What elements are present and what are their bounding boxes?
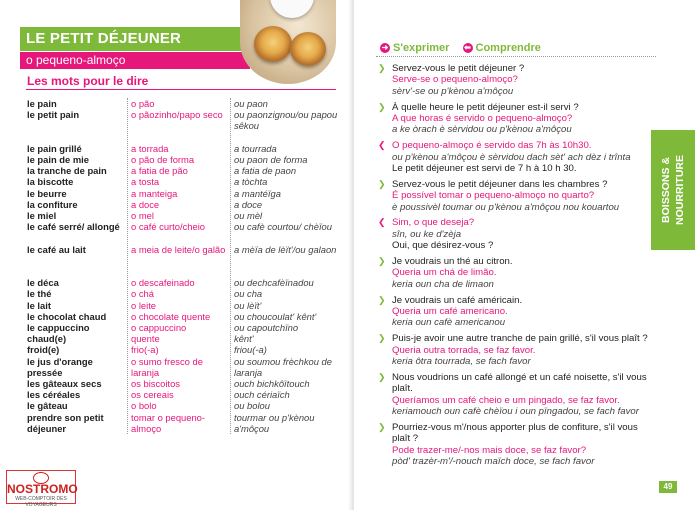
vocab-phonetic: ou soumou frèchkou de laranja <box>234 355 332 378</box>
vocab-phonetic: a tourrada <box>234 142 277 154</box>
page-number: 49 <box>659 481 677 493</box>
dialog-exchange <box>378 140 648 174</box>
section-heading: Les mots pour le dire <box>27 74 149 88</box>
tab-sexprimer: ➜ S'exprimer <box>381 42 450 54</box>
tabs-divider <box>376 56 656 57</box>
vocab-french: le déca <box>27 277 59 289</box>
vocab-french: le beurre <box>27 187 67 199</box>
vocab-french: le pain de mie <box>27 153 89 165</box>
question-arrow-icon: ❯ <box>378 371 386 382</box>
vocab-phonetic: friou(-a) <box>234 344 267 356</box>
page-subtitle: o pequeno-almoço <box>20 52 250 69</box>
vocab-french: les gâteaux secs <box>27 378 102 389</box>
portuguese-line: Queríamos um café cheio e um pingado, se faz favor. <box>392 394 620 406</box>
dialog-list <box>378 63 648 472</box>
dialog-exchange <box>378 102 648 136</box>
vocab-portuguese: o pão <box>131 98 155 109</box>
phonetic-line: a ke òrach è sèrvidou ou p'kènou a'môçou <box>392 124 572 136</box>
vocab-french: le cappuccino <box>27 321 90 333</box>
answer-arrow-icon: ❮ <box>378 140 386 151</box>
side-tab <box>651 130 695 250</box>
page-title: LE PETIT DÉJEUNER <box>20 27 250 51</box>
phonetic-line: keria oun cafè americanou <box>392 317 506 329</box>
vocab-french: le thé <box>27 288 52 300</box>
right-page <box>354 0 700 510</box>
tart-shape <box>254 26 292 62</box>
portuguese-line: Queria um chá de limão. <box>392 267 497 279</box>
phonetic-line: keria ôtra tourrada, se fach favor <box>392 356 531 368</box>
arrow-right-icon: ➜ <box>381 43 389 53</box>
vocab-portuguese: a doce <box>131 198 160 210</box>
vocab-portuguese: o leite <box>131 299 157 311</box>
portuguese-line: O pequeno-almoço é servido das 7h às 10h30. <box>392 140 592 152</box>
vocab-phonetic: a tòchta <box>234 176 268 188</box>
vocab-portuguese: a meia de leite/o galão <box>131 243 226 255</box>
vocab-french: le chocolat chaud <box>27 310 107 322</box>
vocab-phonetic: a fatia de paon <box>234 165 297 177</box>
vocab-portuguese: quente <box>131 333 160 345</box>
question-arrow-icon: ❯ <box>378 294 386 305</box>
vocab-phonetic: ouch bichkôïtouch <box>234 378 310 390</box>
vocab-phonetic: a doce <box>234 198 263 210</box>
vocab-portuguese: frio(-a) <box>131 344 159 356</box>
vocab-french: le petit pain <box>27 109 80 121</box>
tart-shape <box>290 32 326 66</box>
vocab-column-phonetic <box>230 98 344 434</box>
vocab-portuguese: o chá <box>131 288 154 300</box>
portuguese-line: Queria um café americano. <box>392 306 508 318</box>
vocab-phonetic: ou paon <box>234 98 268 109</box>
dialog-exchange <box>378 422 648 468</box>
phonetic-line: pòd' trazèr-m'/-nouch maïch doce, se fach favor <box>392 456 595 468</box>
vocab-french: le lait <box>27 299 51 311</box>
phonetic-line: sèrv'-se ou p'kènou a'môçou <box>392 85 514 97</box>
french-line: Nous voudrions un café allongé et un café noisette, s'il vous plaît. <box>392 371 647 395</box>
vocab-french: le café au lait <box>27 243 86 255</box>
vocab-portuguese: tomar o pequeno-almoço <box>131 411 206 434</box>
french-line: Oui, que désirez-vous ? <box>392 240 494 252</box>
vocab-portuguese: o mel <box>131 210 154 221</box>
nostromo-logo <box>6 470 78 508</box>
portuguese-line: Sim, o que deseja? <box>392 217 475 229</box>
vocab-portuguese: o cappuccino <box>131 321 187 333</box>
question-arrow-icon: ❯ <box>378 101 386 112</box>
portuguese-line: É possível tomar o pequeno-almoço no quarto? <box>392 190 595 202</box>
portuguese-line: A que horas é servido o pequeno-almoço? <box>392 113 573 125</box>
vocab-portuguese: o descafeinado <box>131 277 195 289</box>
vocab-portuguese: o pão de forma <box>131 153 195 165</box>
french-line: Pourriez-vous m'/nous apporter plus de confiture, s'il vous plaît ? <box>392 421 638 445</box>
vocab-french: le miel <box>27 210 57 221</box>
dialog-exchange <box>378 372 648 418</box>
dialog-exchange <box>378 217 648 251</box>
dialog-exchange <box>378 63 648 97</box>
vocab-french: le pain grillé <box>27 142 82 154</box>
vocab-phonetic: ou lèït' <box>234 299 262 311</box>
portuguese-line: Queria outra torrada, se faz favor. <box>392 344 536 356</box>
logo-name: NOSTROMO <box>7 482 78 496</box>
vocab-phonetic: ou dechcafèïnadou <box>234 277 314 289</box>
french-line: Le petit déjeuner est servi de 7 h à 10 h 30. <box>392 163 577 175</box>
vocab-portuguese: a manteiga <box>131 187 178 199</box>
vocab-phonetic: ou paon de forma <box>234 154 308 165</box>
vocab-french: froid(e) <box>27 344 60 356</box>
vocab-portuguese: os biscoitos <box>131 378 180 389</box>
vocab-phonetic: a mantéïga <box>234 187 281 199</box>
vocab-french: les céréales <box>27 389 81 401</box>
vocab-phonetic: ou cha <box>234 288 263 300</box>
french-line: À quelle heure le petit déjeuner est-il servi ? <box>392 101 579 113</box>
vocab-phonetic: ou capoutchïno <box>234 322 299 333</box>
question-arrow-icon: ❯ <box>378 63 386 73</box>
arrow-left-icon: ⬅ <box>464 43 471 53</box>
breakfast-photo <box>240 0 336 84</box>
question-arrow-icon: ❯ <box>378 421 386 432</box>
tab-comprendre: ⬅ Comprendre <box>464 42 541 54</box>
vocab-portuguese: os cereais <box>131 389 174 401</box>
french-line: Servez-vous le petit déjeuner dans les chambres ? <box>392 178 608 190</box>
vocab-portuguese: o chocolate quente <box>131 310 211 322</box>
section-divider <box>26 89 336 90</box>
dialog-exchange <box>378 295 648 329</box>
vocab-portuguese: o sumo fresco de laranja <box>131 355 203 378</box>
vocab-french: chaud(e) <box>27 333 67 345</box>
question-arrow-icon: ❯ <box>378 333 386 344</box>
vocab-phonetic: ou bolou <box>234 400 270 412</box>
phonetic-line: keriamouch oun cafè chèïou i oun pïngadou, se fach favor <box>392 406 639 418</box>
vocab-portuguese: a fatia de pão <box>131 165 188 177</box>
vocab-french: le café serré/ allongé <box>27 221 120 233</box>
vocab-phonetic: ou cafè courtou/ chèïou <box>234 221 332 233</box>
vocab-phonetic: a mèïa de lèït'/ou galaon <box>234 243 337 255</box>
vocab-phonetic: ou mèl <box>234 210 263 222</box>
vocab-portuguese: o café curto/cheio <box>131 221 206 233</box>
logo-tagline: WEB-COMPTOIR DES VOYAGEURS <box>15 496 67 508</box>
vocab-phonetic: kênt' <box>234 333 254 345</box>
vocab-portuguese: o bolo <box>131 400 157 412</box>
vocab-portuguese: a torrada <box>131 142 169 154</box>
vocab-phonetic: ou paonzignou/ou papou sêkou <box>234 109 338 132</box>
vocab-phonetic: ouch cériaïch <box>234 389 290 401</box>
dialog-exchange <box>378 256 648 290</box>
vocab-column-portuguese <box>127 98 231 434</box>
vocab-french: prendre son petit déjeuner <box>27 411 104 434</box>
vocab-french: le gâteau <box>27 400 68 412</box>
portuguese-line: Serve-se o pequeno-almoço? <box>392 74 518 86</box>
vocab-french: le jus d'orange pressée <box>27 355 93 378</box>
vocab-french: la biscotte <box>27 176 74 188</box>
vocab-column-french <box>27 98 123 434</box>
phonetic-line: è poussivèl toumar ou p'kènou a'môçou nou kouartou <box>392 201 620 213</box>
french-line: Je voudrais un thé au citron. <box>392 256 513 268</box>
vocab-portuguese: a tosta <box>131 176 160 188</box>
answer-arrow-icon: ❮ <box>378 217 386 228</box>
vocab-phonetic: ou choucoulat' kênt' <box>234 310 317 322</box>
french-line: Puis-je avoir une autre tranche de pain grillé, s'il vous plaît ? <box>392 333 648 345</box>
vocab-french: la tranche de pain <box>27 165 107 177</box>
question-arrow-icon: ❯ <box>378 178 386 189</box>
phonetic-line: keria oun cha de limaon <box>392 278 494 290</box>
vocab-phonetic: tourmar ou p'kènou a'môçou <box>234 411 315 434</box>
french-line: Je voudrais un café américain. <box>392 294 523 306</box>
question-arrow-icon: ❯ <box>378 256 386 267</box>
vocab-french: la confiture <box>27 198 78 210</box>
french-line: Servez-vous le petit déjeuner ? <box>392 63 525 74</box>
phonetic-line: ou p'kènou a'môçou è sèrvidou dach sèt' ach dèz i trînta <box>392 151 631 163</box>
phonetic-line: sîn, ou ke d'zèja <box>392 228 462 240</box>
vocab-french: le pain <box>27 98 57 109</box>
vocab-portuguese: o pãozinho/papo seco <box>131 109 223 121</box>
cup-shape <box>270 0 314 18</box>
dialog-exchange <box>378 333 648 367</box>
dialog-exchange <box>378 179 648 213</box>
section-tabs <box>380 42 551 54</box>
portuguese-line: Pode trazer-me/-nos mais doce, se faz favor? <box>392 444 587 456</box>
side-tab-label: BOISSONS & NOURRITURE <box>660 155 686 225</box>
